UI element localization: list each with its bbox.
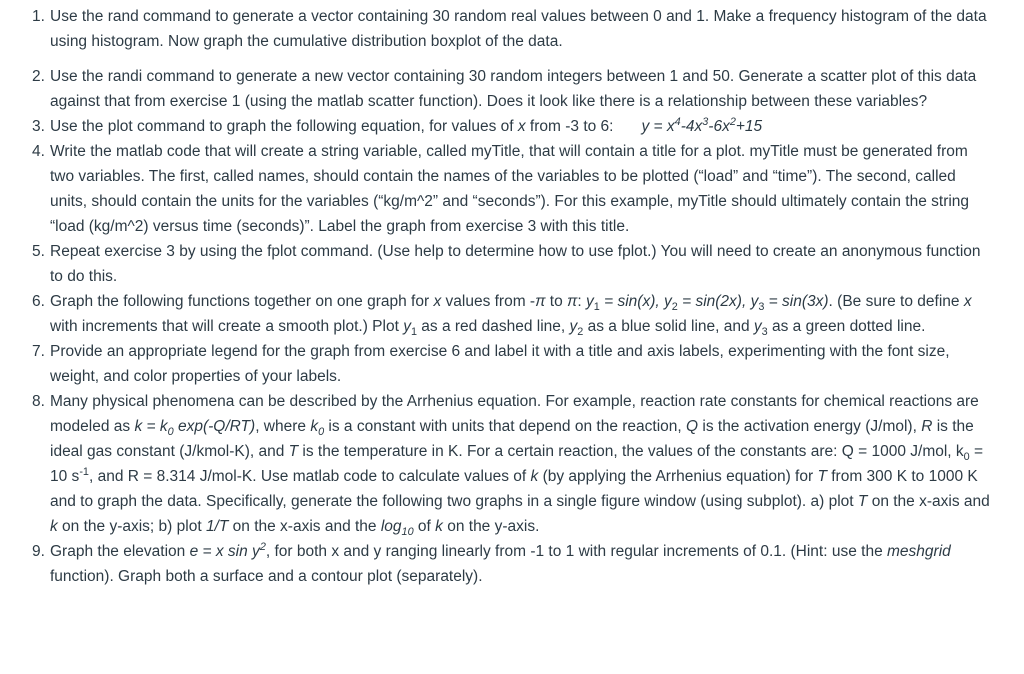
math-var: π [535,293,546,310]
equation [641,115,763,135]
text: Many physical phenomena can be described by the Arrhenius equation. For example, reaction rate constants for chemical reactions are modeled as [50,393,979,435]
math-var: k [310,418,319,435]
equation-part: y = x [641,118,675,135]
subscript: 1 [410,326,417,339]
math-var: x [517,118,526,135]
math-expr: = sin(3x) [764,293,829,310]
exercise-number: 4. [32,143,45,160]
math-var: k [435,518,443,535]
text: function). Graph both a surface and a contour plot (separately). [50,568,483,585]
text: is the ideal gas constant (J/kmol-K), and [50,418,974,460]
exercise-4-text: Write the matlab code that will create a string variable, called myTitle, that will contain a title for a plot. myTitle must be generated from two variables. The first, called names, should contain the names of the variables to be plotted (“load” and “time”). The second, called units, should contain the units for the variables (“kg/m^2” and “seconds”). For this example, myTitle should ultimately contain the string “load (kg/m^2) versus time (seconds)”. Label the graph from exercise 3 with this title. [50,143,970,235]
exercise-7-text: Provide an appropriate legend for the graph from exercise 6 and label it with a title and axis labels, experimenting with the font size, weight, and color properties of your labels. [50,343,950,385]
math-var: x [433,293,442,310]
math-var: k [50,518,58,535]
math-var: Q [686,418,699,435]
exercise-number: 1. [32,8,45,25]
text: = 10 s [50,443,984,485]
math-expr: e = x sin y [189,543,260,560]
subscript: 0 [318,426,325,439]
text: to [545,293,568,310]
exercise-3-text: from -3 to 6: [525,118,614,135]
subscript: 1 [593,301,600,314]
exponent: 2 [259,540,266,553]
exercise-1 [32,4,994,54]
math-var: y [403,318,411,335]
subscript: 10 [401,526,414,539]
text: is the temperature in K. For a certain reaction, the values of the constants are: Q = 1000 J/mol, k [298,443,964,460]
exponent: 4 [674,115,681,128]
exercise-number: 2. [32,68,45,85]
exercise-2 [32,64,994,114]
text: values from - [441,293,536,310]
exercise-number: 5. [32,243,45,260]
equation-part: +15 [735,118,763,135]
math-expr: 1/T [205,518,229,535]
exercise-9 [32,539,994,589]
math-expr: = sin(2x), [677,293,751,310]
text: on the y-axis. [442,518,540,535]
math-var: y [750,293,759,310]
text: with increments that will create a smooth plot.) Plot [50,318,404,335]
text: of [413,518,436,535]
equation-part: -6x [708,118,730,135]
text: : [577,293,587,310]
exponent: 3 [702,115,709,128]
math-var: T [857,493,868,510]
math-var: T [288,443,299,460]
math-var: π [567,293,578,310]
math-var: R [921,418,933,435]
text: as a green dotted line. [767,318,926,335]
exercise-number: 6. [32,293,45,310]
text: Graph the elevation [50,543,190,560]
text: from 300 K to 1000 K and to graph the data. Specifically, generate the following two graphs in a single figure window (using subplot). a) plot [50,468,978,510]
exercise-5-text: Repeat exercise 3 by using the fplot command. (Use help to determine how to use fplot.) You will need to create an anonymous function to do this. [50,243,981,285]
math-var: k [530,468,539,485]
text: , for both x and y ranging linearly from -1 to 1 with regular increments of 0.1. (Hint: use the [265,543,888,560]
text: , and R = 8.314 J/mol-K. Use matlab code to calculate values of [88,468,531,485]
math-var: y [664,293,672,310]
math-expr: exp(-Q/RT) [173,418,256,435]
function-name: meshgrid [887,543,951,560]
text: , where [255,418,311,435]
exercise-number: 8. [32,393,45,410]
subscript: 3 [758,301,765,314]
subscript: 0 [167,426,174,439]
exercise-8 [32,389,994,539]
text: on the x-axis and [867,493,990,510]
math-var: x [963,293,972,310]
exponent: 2 [729,115,736,128]
exercise-number: 9. [32,543,45,560]
text: is the activation energy (J/mol), [698,418,922,435]
text: is a constant with units that depend on the reaction, [324,418,687,435]
exercise-6 [32,289,994,339]
text: on the y-axis; b) plot [57,518,206,535]
text: (by applying the Arrhenius equation) for [538,468,818,485]
math-expr: log [380,518,402,535]
math-var: T [817,468,827,485]
exercise-number: 3. [32,118,45,135]
text: as a blue solid line, and [583,318,754,335]
text: as a red dashed line, [416,318,570,335]
text: . (Be sure to define [828,293,964,310]
text: Graph the following functions together on one graph for [50,293,434,310]
exercise-3-text: Use the plot command to graph the following equation, for values of [50,118,518,135]
exercise-number: 7. [32,343,45,360]
math-var: y [569,318,578,335]
exercise-5 [32,239,994,289]
equation-part: -4x [680,118,703,135]
exponent: -1 [79,465,89,478]
exercise-3 [32,114,994,139]
math-expr: = sin(x), [599,293,664,310]
text: on the x-axis and the [228,518,381,535]
exercise-4 [32,139,994,239]
exercise-2-text: Use the randi command to generate a new vector containing 30 random integers between 1 and 50. Generate a scatter plot of this data against that from exercise 1 (using the matlab scatter function). Does it look like there is a relationship between these variables? [50,68,977,110]
subscript: 2 [671,301,678,314]
subscript: 0 [963,451,970,464]
math-expr: k = k [134,418,168,435]
exercise-1-text: Use the rand command to generate a vector containing 30 random real values between 0 and 1. Make a frequency histogram of the data using histogram. Now graph the cumulative distribution boxplot of the data. [50,8,987,50]
math-var: y [753,318,762,335]
subscript: 3 [761,326,768,339]
exercise-7 [32,339,994,389]
math-var: y [586,293,594,310]
subscript: 2 [577,326,584,339]
